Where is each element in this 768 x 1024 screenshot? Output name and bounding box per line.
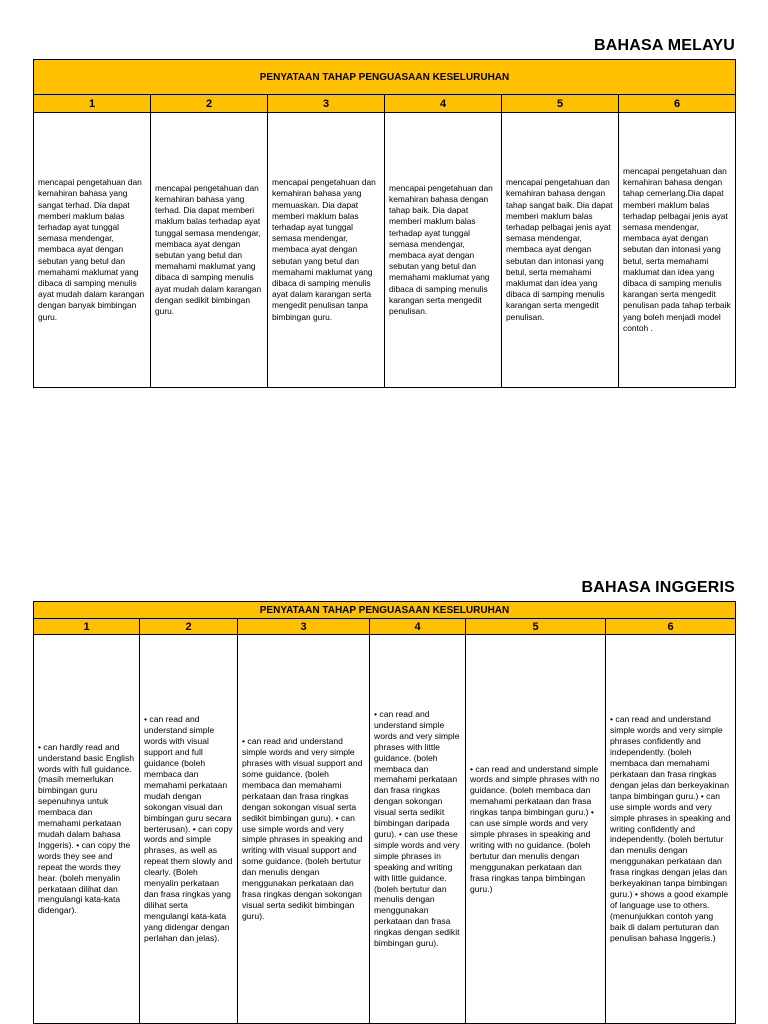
level-description: mencapai pengetahuan dan kemahiran bahasa yang terhad. Dia dapat memberi maklum balas terhadap ayat tunggal semasa mendengar, membaca ayat dengan sebutan yang betul dan memahami maklumat yang dibaca di samping menulis ayat mudah dalam karangan dengan sedikit bimbingan guru. xyxy=(151,113,268,388)
level-description: mencapai pengetahuan dan kemahiran bahasa dengan tahap cemerlang.Dia dapat memberi maklum balas terhadap pelbagai jenis ayat semasa mendengar, membaca ayat dengan sebutan dan intonasi yang betul, serta memahami maklumat dan idea yang dibaca di samping menulis karangan serta mengedit penulisan pada tahap terbaik yang boleh menjadi model contoh . xyxy=(619,113,736,388)
level-description: • can read and understand simple words and very simple phrases with little guidance. (boleh membaca dan memahami perkataan dan frasa ringkas dengan sokongan visual serta sedikit bimbingan daripada guru). • can use these simple words and very simple phrases in speaking and writing with little guidance. (boleh bertutur dan menulis dengan menggunakan perkataan dan frasa ringkas dengan sedikit bimbingan guru). xyxy=(370,635,466,1024)
level-number: 6 xyxy=(619,95,736,113)
table-header: PENYATAAN TAHAP PENGUASAAN KESELURUHAN xyxy=(34,60,736,95)
level-number: 1 xyxy=(34,95,151,113)
level-number: 3 xyxy=(238,619,370,635)
level-number: 4 xyxy=(385,95,502,113)
level-description: • can read and understand simple words with visual support and full guidance (boleh membaca dan memahami perkataan mudah dengan sokongan visual dan bimbingan guru secara berterusan). • can copy words and simple phrases, as well as repeat them slowly and clearly. (Boleh menyalin perkataan dan frasa ringkas yang dilihat serta mengulangi kata-kata yang didengar dengan perlahan dan jelas). xyxy=(140,635,238,1024)
level-number: 1 xyxy=(34,619,140,635)
level-description: mencapai pengetahuan dan kemahiran bahasa yang sangat terhad. Dia dapat memberi maklum balas terhadap ayat tunggal semasa mendengar, membaca ayat dengan sebutan yang betul dan memahami maklumat yang dibaca di samping menulis ayat mudah dalam karangan dengan banyak bimbingan guru. xyxy=(34,113,151,388)
level-description: • can read and understand simple words and simple phrases with no guidance. (boleh membaca dan memahami perkataan dan frasa ringkas tanpa bimbingan guru.) • can use simple words and very simple phrases in speaking and writing with no guidance. (boleh bertutur dan menulis dengan menggunakan perkataan dan frasa ringkas tanpa bimbingan guru.) xyxy=(466,635,606,1024)
table-header: PENYATAAN TAHAP PENGUASAAN KESELURUHAN xyxy=(34,602,736,619)
section-title-bahasa-inggeris: BAHASA INGGERIS xyxy=(581,579,735,596)
rubric-table-bahasa-inggeris xyxy=(33,601,736,1024)
level-number: 2 xyxy=(140,619,238,635)
level-description: • can read and understand simple words and very simple phrases with visual support and some guidance. (boleh membaca dan memahami perkataan dan frasa ringkas dengan sokongan visual serta sedikit bimbingan guru). • can use simple words and very simple phrases in speaking and writing with visual support and some guidance. (boleh bertutur dan menulis dengan menggunakan perkataan dan frasa ringkas dengan sokongan visual serta sedikit bimbingan guru). xyxy=(238,635,370,1024)
level-description: mencapai pengetahuan dan kemahiran bahasa dengan tahap sangat baik. Dia dapat memberi maklum balas terhadap pelbagai jenis ayat semasa mendengar, membaca ayat dengan sebutan dan intonasi yang betul, serta memahami maklumat dan idea yang dibaca di samping menulis karangan serta mengedit penulisan. xyxy=(502,113,619,388)
level-number: 5 xyxy=(502,95,619,113)
section-title-bahasa-melayu: BAHASA MELAYU xyxy=(594,37,735,54)
level-number: 3 xyxy=(268,95,385,113)
level-description: • can hardly read and understand basic English words with full guidance. (masih memerlukan bimbingan guru sepenuhnya untuk membaca dan memahami perkataan mudah dalam bahasa Inggeris). • can copy the words they see and repeat the words they hear. (boleh menyalin perkataan dilihat dan mengulangi kata-kata didengar). xyxy=(34,635,140,1024)
rubric-table-bahasa-melayu xyxy=(33,59,736,388)
level-number: 2 xyxy=(151,95,268,113)
level-description: mencapai pengetahuan dan kemahiran bahasa dengan tahap baik. Dia dapat memberi maklum balas terhadap ayat tunggal semasa mendengar, membaca ayat dengan sebutan yang betul dan memahami maklumat yang dibaca di samping menulis karangan serta mengedit penulisan. xyxy=(385,113,502,388)
level-number: 6 xyxy=(606,619,736,635)
level-number: 4 xyxy=(370,619,466,635)
level-description: • can read and understand simple words and very simple phrases confidently and independently. (boleh membaca dan memahami perkataan dan frasa ringkas dengan jelas dan berkeyakinan tanpa bimbingan guru.) • can use simple words and very simple phrases in speaking and writing confidently and independently. (boleh bertutur dan menulis dengan menggunakan perkataan dan frasa ringkas dengan jelas dan berkeyakinan tanpa bimbingan guru.) • shows a good example of language use to others. (menunjukkan contoh yang baik di dalam pertuturan dan penulisan bahasa Inggeris.) xyxy=(606,635,736,1024)
level-number: 5 xyxy=(466,619,606,635)
level-description: mencapai pengetahuan dan kemahiran bahasa yang memuaskan. Dia dapat memberi maklum balas terhadap ayat tunggal semasa mendengar, membaca ayat dengan sebutan yang betul dan memahami maklumat yang dibaca di samping menulis ayat dalam karangan serta mengedit penulisan tanpa bimbingan guru. xyxy=(268,113,385,388)
